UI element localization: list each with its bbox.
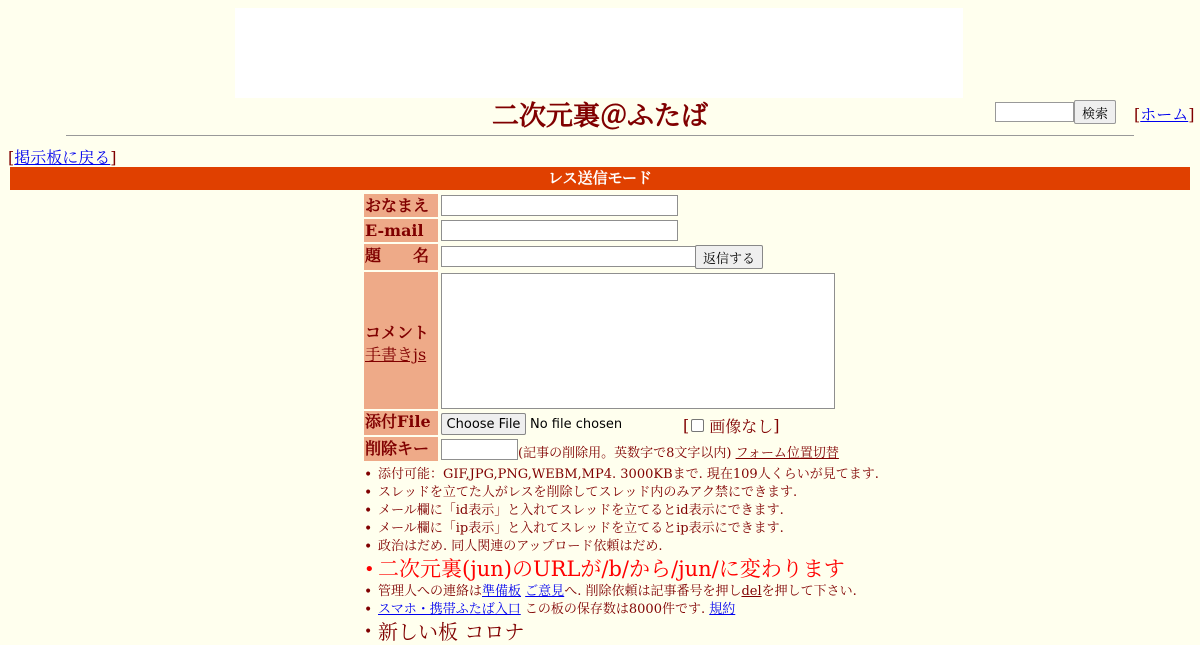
- choose-file-button[interactable]: Choose File: [441, 413, 526, 435]
- home-link-wrapper: [ホーム]: [1134, 105, 1195, 124]
- noimage-label: 画像なし: [709, 417, 774, 436]
- ad-banner: [235, 8, 963, 98]
- delete-key-input[interactable]: [441, 439, 518, 460]
- home-link[interactable]: ホーム: [1140, 105, 1189, 124]
- list-item: [362, 466, 879, 484]
- back-to-board-link[interactable]: 掲示板に戻る: [14, 148, 111, 167]
- note-text: 管理人への連絡は: [378, 584, 483, 599]
- note-text: この板の保存数は8000件です.: [520, 602, 710, 617]
- rules-link[interactable]: 規約: [709, 602, 736, 617]
- del-link[interactable]: del: [741, 584, 762, 599]
- comment-label-cell: [364, 272, 438, 409]
- list-item: [362, 619, 879, 645]
- list-item: [362, 538, 879, 556]
- note-text: 新しい板 コロナ: [378, 620, 525, 644]
- file-label: 添付File: [364, 411, 438, 435]
- note-text: スレッドを立てた人がレスを削除してスレッド内のみアク禁にできます.: [378, 485, 798, 500]
- back-link-wrapper: [掲示板に戻る]: [8, 148, 117, 167]
- announcement-text: 二次元裏(jun)のURLが/b/から/jun/に変わります: [378, 557, 845, 581]
- delete-key-note: (記事の削除用。英数字で8文字以内): [518, 446, 732, 461]
- note-text: へ. 削除依頼は記事番号を押し: [564, 584, 742, 599]
- delete-key-label: 削除キー: [364, 437, 438, 461]
- list-item: [362, 556, 879, 583]
- search-box: [995, 100, 1116, 124]
- noimage-option: [ 画像なし ]: [683, 416, 780, 436]
- list-item: [362, 520, 879, 538]
- page-title: 二次元裏＠ふたば: [492, 101, 708, 132]
- note-text: メール欄に「ip表示」と入れてスレッドを立てるとip表示にできます.: [378, 521, 784, 536]
- comment-textarea[interactable]: [441, 273, 835, 409]
- name-label: おなまえ: [364, 194, 438, 217]
- submit-reply-button[interactable]: 返信する: [695, 245, 763, 269]
- search-button[interactable]: 検索: [1074, 100, 1116, 124]
- note-text: 政治はだめ. 同人関連のアップロード依頼はだめ.: [378, 539, 663, 554]
- list-item: [362, 601, 879, 619]
- junbi-board-link[interactable]: 準備板: [482, 584, 522, 599]
- noimage-checkbox[interactable]: [691, 419, 704, 432]
- comment-label: コメント: [365, 323, 430, 342]
- mobile-entrance-link[interactable]: スマホ・携帯ふたば入口: [378, 602, 521, 617]
- note-text: 添付可能：GIF,JPG,PNG,WEBM,MP4. 3000KBまで. 現在109人くらいが見てます.: [378, 467, 879, 482]
- feedback-link[interactable]: ご意見: [525, 584, 565, 599]
- search-input[interactable]: [995, 102, 1074, 122]
- list-item: [362, 484, 879, 502]
- form-position-toggle-link[interactable]: フォーム位置切替: [735, 446, 839, 461]
- file-status: No file chosen: [530, 417, 623, 432]
- name-input[interactable]: [441, 195, 678, 216]
- title-divider: [66, 135, 1134, 136]
- tegaki-link[interactable]: 手書きjs: [365, 345, 427, 364]
- reply-mode-bar: レス送信モード: [10, 167, 1190, 190]
- email-label: E-mail: [364, 219, 438, 242]
- note-text: メール欄に「id表示」と入れてスレッドを立てるとid表示にできます.: [378, 503, 784, 518]
- notes-list: [362, 466, 879, 645]
- email-input[interactable]: [441, 220, 678, 241]
- delete-key-note-wrapper: [518, 442, 839, 461]
- subject-label: 題 名: [364, 244, 438, 270]
- subject-input[interactable]: [441, 246, 696, 267]
- list-item: [362, 583, 879, 601]
- list-item: [362, 502, 879, 520]
- note-text: を押して下さい.: [761, 584, 857, 599]
